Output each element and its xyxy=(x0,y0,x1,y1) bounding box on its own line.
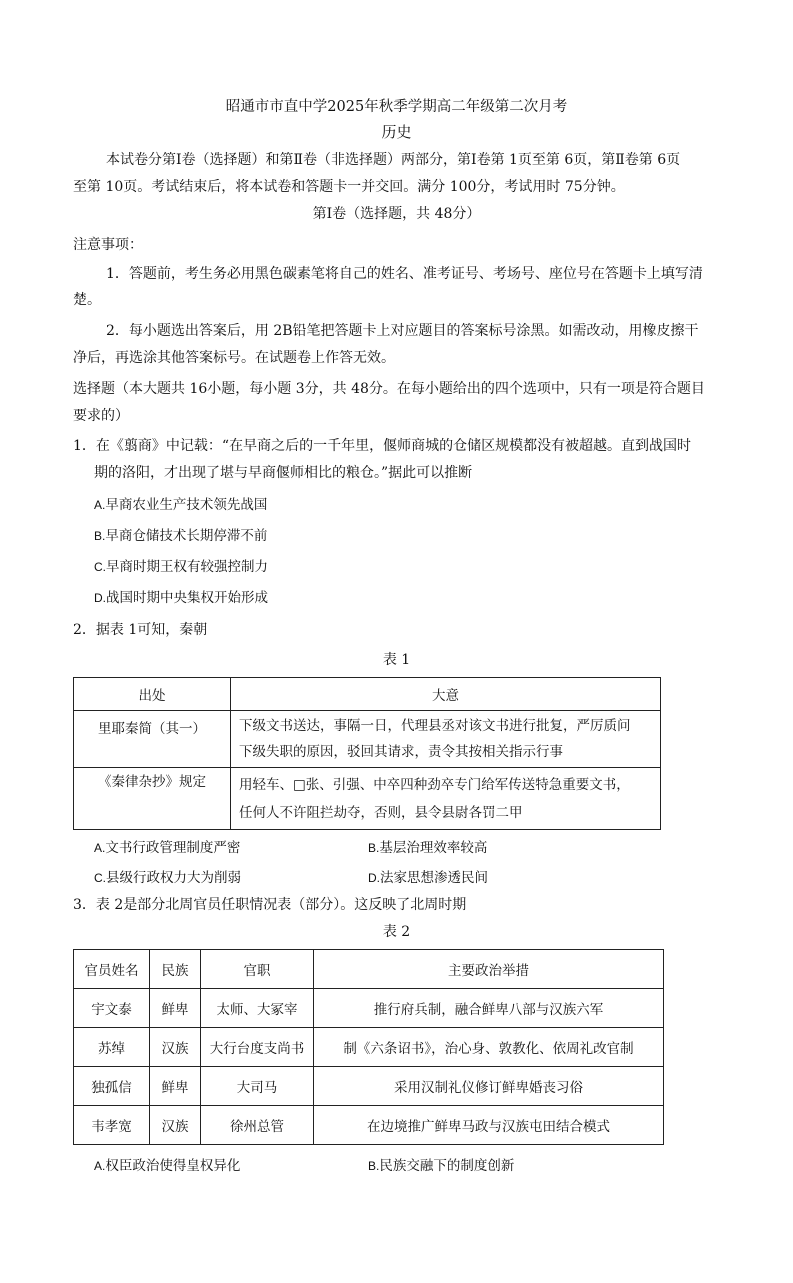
table-2-cell-office: 徐州总管 xyxy=(201,1106,314,1145)
part1-title: 第Ⅰ卷（选择题，共 48分） xyxy=(312,206,481,222)
q1-option-b: B.早商仓储技术长期停滞不前 xyxy=(94,528,268,544)
intro-line-2: 至第 10页。考试结束后，将本试卷和答题卡一并交回。满分 100分，考试用时 75分钟。 xyxy=(73,179,625,195)
table-2-header-name: 官员姓名 xyxy=(74,950,150,989)
table-row xyxy=(74,1028,664,1067)
table-row xyxy=(74,768,661,830)
table1-title: 表 1 xyxy=(382,652,411,668)
notice-item-1-line-1: 1．答题前，考生务必用黑色碳素笔将自己的姓名、准考证号、考场号、座位号在答题卡上填写清 xyxy=(106,266,703,282)
notice-item-2-line-1: 2．每小题选出答案后，用 2B铅笔把答题卡上对应题目的答案标号涂黑。如需改动，用橡皮擦干 xyxy=(106,323,699,339)
section-line-2: 要求的） xyxy=(73,408,129,424)
q2-option-b: B.基层治理效率较高 xyxy=(368,840,488,856)
q2-option-a: A.文书行政管理制度严密 xyxy=(94,840,241,856)
table-2-cell-ethnicity: 汉族 xyxy=(150,1106,201,1145)
q2-option-c: C.县级行政权力大为削弱 xyxy=(94,870,241,886)
table-1-cell-meaning: 下级文书送达，事隔一日，代理县丞对该文书进行批复，严厉质问 下级失职的原因，驳回其请求，责令其按相关指示行事 xyxy=(231,711,661,768)
table-2-cell-measures: 在边境推广鲜卑马政与汉族屯田结合模式 xyxy=(314,1106,664,1145)
table-2-header-ethnicity: 民族 xyxy=(150,950,201,989)
q3-stem: 3．表 2是部分北周官员任职情况表（部分）。这反映了北周时期 xyxy=(73,897,467,913)
table-2-cell-office: 太师、大冢宰 xyxy=(201,989,314,1028)
q1-option-a: A.早商农业生产技术领先战国 xyxy=(94,497,268,513)
table-row xyxy=(74,989,664,1028)
q1-stem-line-2: 期的洛阳，才出现了堪与早商偃师相比的粮仓。”据此可以推断 xyxy=(94,465,473,481)
subject-title: 历史 xyxy=(381,123,412,141)
table-2-cell-name: 苏绰 xyxy=(74,1028,150,1067)
q1-option-c: C.早商时期王权有较强控制力 xyxy=(94,559,268,575)
table-2-cell-ethnicity: 鲜卑 xyxy=(150,989,201,1028)
table-2-cell-ethnicity: 鲜卑 xyxy=(150,1067,201,1106)
table-1-header-source: 出处 xyxy=(74,678,231,711)
table-row xyxy=(74,1067,664,1106)
notice-label: 注意事项： xyxy=(73,237,143,253)
exam-title: 昭通市市直中学2025年秋季学期高二年级第二次月考 xyxy=(225,99,568,115)
table-1 xyxy=(73,677,661,830)
table-2-cell-measures: 采用汉制礼仪修订鲜卑婚丧习俗 xyxy=(314,1067,664,1106)
table-2-cell-office: 大行台度支尚书 xyxy=(201,1028,314,1067)
table-1-header-meaning: 大意 xyxy=(231,678,661,711)
table-1-cell-source: 《秦律杂抄》规定 xyxy=(74,768,231,830)
table-2 xyxy=(73,949,664,1145)
q1-stem-line-1: 1．在《翦商》中记载：“在早商之后的一千年里，偃师商城的仓储区规模都没有被超越。直到战国时 xyxy=(73,438,692,454)
table-2-cell-measures: 推行府兵制，融合鲜卑八部与汉族六军 xyxy=(314,989,664,1028)
q3-option-a: A.权臣政治使得皇权异化 xyxy=(94,1158,241,1174)
q2-stem: 2．据表 1可知，秦朝 xyxy=(73,622,208,638)
table-2-cell-name: 宇文泰 xyxy=(74,989,150,1028)
table-2-cell-name: 独孤信 xyxy=(74,1067,150,1106)
table2-title: 表 2 xyxy=(382,924,411,940)
table-2-cell-ethnicity: 汉族 xyxy=(150,1028,201,1067)
table-2-header-row xyxy=(74,950,664,989)
table-2-header-office: 官职 xyxy=(201,950,314,989)
table-1-cell-source: 里耶秦简（其一） xyxy=(74,711,231,768)
q3-option-b: B.民族交融下的制度创新 xyxy=(368,1158,515,1174)
notice-item-2-line-2: 净后，再选涂其他答案标号。在试题卷上作答无效。 xyxy=(73,350,395,366)
table-2-cell-name: 韦孝宽 xyxy=(74,1106,150,1145)
table-1-cell-meaning: 用轻车、□张、引强、中卒四种劲卒专门给军传送特急重要文书， 任何人不许阻拦劫夺，否则，县令县尉各罚二甲 xyxy=(231,768,661,830)
table-2-cell-measures: 制《六条诏书》，治心身、敦教化、依周礼改官制 xyxy=(314,1028,664,1067)
intro-line-1: 本试卷分第Ⅰ卷（选择题）和第Ⅱ卷（非选择题）两部分，第Ⅰ卷第 1页至第 6页，第Ⅱ卷第 6页 xyxy=(106,152,681,168)
table-1-header-row xyxy=(74,678,661,711)
table-row xyxy=(74,1106,664,1145)
section-line-1: 选择题（本大题共 16小题，每小题 3分，共 48分。在每小题给出的四个选项中，只有一项是符合题目 xyxy=(73,381,705,397)
table-2-cell-office: 大司马 xyxy=(201,1067,314,1106)
table-2-header-measures: 主要政治举措 xyxy=(314,950,664,989)
q1-option-d: D.战国时期中央集权开始形成 xyxy=(94,590,268,606)
table-row xyxy=(74,711,661,768)
q2-option-d: D.法家思想渗透民间 xyxy=(368,870,488,886)
notice-item-1-line-2: 楚。 xyxy=(73,292,101,308)
